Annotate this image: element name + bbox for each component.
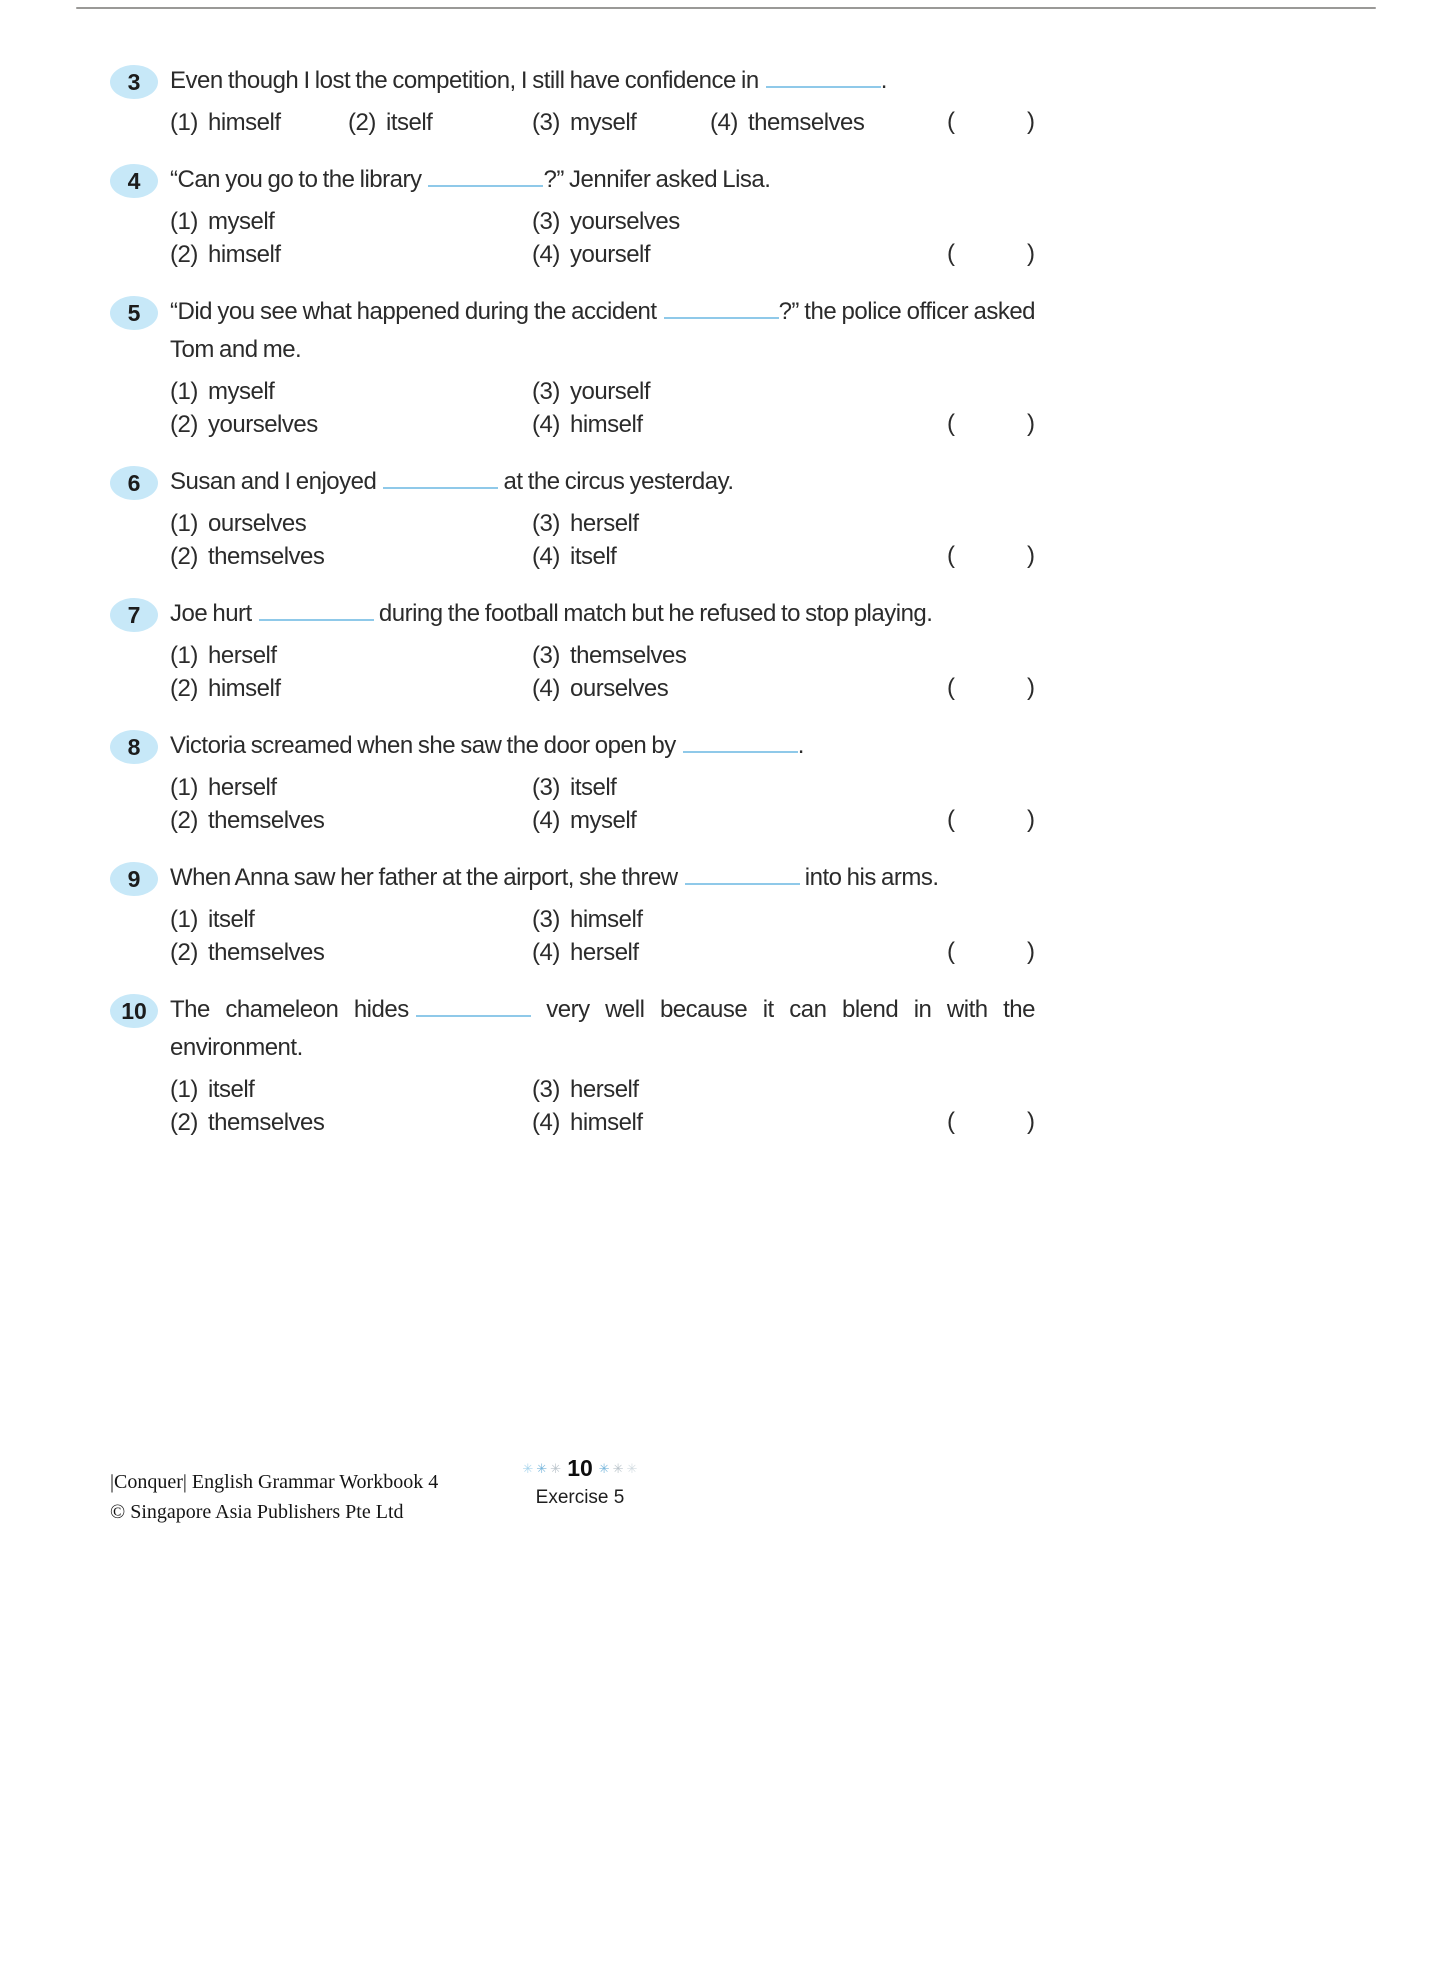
question-body [170, 507, 1035, 573]
question-header [110, 161, 1035, 199]
option-item [532, 106, 710, 139]
option-label: (4) [532, 241, 560, 268]
question-header [110, 62, 1035, 100]
question-text [158, 463, 1035, 501]
option-text: itself [386, 109, 433, 136]
question-number-badge [110, 65, 158, 99]
option-label: (1) [170, 1076, 198, 1103]
question-header [110, 727, 1035, 765]
option-label: (1) [170, 378, 198, 405]
question-number-badge [110, 164, 158, 198]
option-item [170, 375, 532, 408]
option-item [170, 672, 532, 705]
question-text-before: Victoria screamed when she saw the door open by [170, 732, 676, 759]
option-label: (3) [532, 510, 560, 537]
book-title: |Conquer| English Grammar Workbook 4 [110, 1471, 439, 1493]
option-text: himself [570, 906, 643, 933]
option-label: (3) [532, 378, 560, 405]
answer-slot[interactable] [947, 237, 1035, 270]
question-text-after: at the circus yesterday. [498, 468, 734, 495]
options-grid [170, 903, 1035, 969]
option-label: (2) [170, 939, 198, 966]
question-text-before: Joe hurt [170, 600, 252, 627]
option-text: himself [208, 675, 281, 702]
answer-slot[interactable] [947, 935, 1035, 968]
option-text: myself [208, 208, 275, 235]
question-number-badge [110, 598, 158, 632]
answer-slot[interactable] [947, 539, 1035, 572]
option-text: itself [570, 543, 617, 570]
option-label: (2) [170, 807, 198, 834]
question-text-before: The chameleon hides [170, 996, 409, 1023]
bracket-close-char: ) [1027, 674, 1035, 701]
option-item [532, 375, 1035, 408]
star-icon: ✳ [598, 1461, 610, 1476]
option-text: himself [208, 241, 281, 268]
bracket-open-char: ( [947, 938, 955, 965]
option-text: herself [208, 774, 277, 801]
question-number-badge [110, 730, 158, 764]
option-text: himself [208, 109, 281, 136]
option-label: (2) [170, 411, 198, 438]
question-header [110, 463, 1035, 501]
option-text: myself [570, 109, 637, 136]
question-header [110, 991, 1035, 1067]
option-label: (4) [532, 411, 560, 438]
option-item [170, 408, 532, 441]
options-grid [170, 106, 1035, 139]
question-text [158, 727, 1035, 765]
answer-slot[interactable] [947, 1105, 1035, 1138]
scan-edge-line [76, 7, 1376, 9]
answer-blank[interactable] [683, 733, 798, 753]
option-text: herself [208, 642, 277, 669]
options-grid [170, 375, 1035, 441]
option-item [170, 804, 532, 837]
question-item [110, 991, 1035, 1139]
option-text: himself [570, 411, 643, 438]
bracket-open-char: ( [947, 240, 955, 267]
option-item [170, 639, 532, 672]
question-item [110, 293, 1035, 441]
question-body [170, 903, 1035, 969]
question-number: 6 [127, 469, 141, 496]
option-text: yourself [570, 378, 651, 405]
option-item [532, 903, 1035, 936]
option-text: himself [570, 1109, 643, 1136]
question-text-after: during the football match but he refused to stop playing. [373, 600, 933, 627]
question-body [170, 106, 1035, 139]
answer-blank[interactable] [259, 601, 374, 621]
star-icon: ✳ [536, 1461, 548, 1476]
bracket-close-char: ) [1027, 410, 1035, 437]
answer-slot[interactable] [947, 803, 1035, 836]
question-item [110, 62, 1035, 139]
option-item [170, 507, 532, 540]
option-item [170, 903, 532, 936]
option-label: (1) [170, 906, 198, 933]
options-grid [170, 639, 1035, 705]
bracket-close-char: ) [1027, 542, 1035, 569]
bracket-open-char: ( [947, 410, 955, 437]
question-body [170, 1073, 1035, 1139]
question-number-badge [110, 994, 158, 1028]
answer-slot[interactable] [947, 105, 1035, 138]
question-body [170, 205, 1035, 271]
option-item [170, 106, 348, 139]
question-number: 4 [127, 167, 141, 194]
option-label: (4) [532, 939, 560, 966]
option-label: (1) [170, 510, 198, 537]
question-text [158, 293, 1035, 369]
question-item [110, 859, 1035, 969]
option-item [170, 771, 532, 804]
question-text-before: Susan and I enjoyed [170, 468, 377, 495]
answer-blank[interactable] [428, 167, 543, 187]
answer-slot[interactable] [947, 407, 1035, 440]
question-body [170, 771, 1035, 837]
option-item [532, 1073, 1035, 1106]
options-grid [170, 1073, 1035, 1139]
question-item [110, 161, 1035, 271]
option-label: (4) [532, 1109, 560, 1136]
option-text: myself [570, 807, 637, 834]
star-icon: ✳ [522, 1461, 534, 1476]
questions-list [110, 62, 1035, 1161]
option-label: (1) [170, 774, 198, 801]
option-item [170, 540, 532, 573]
option-label: (3) [532, 906, 560, 933]
bracket-open-char: ( [947, 806, 955, 833]
option-text: itself [208, 906, 255, 933]
option-label: (1) [170, 208, 198, 235]
question-text-before: Even though I lost the competition, I still have confidence in [170, 67, 759, 94]
question-number: 9 [127, 865, 141, 892]
publisher-info [110, 1467, 438, 1527]
option-item [532, 771, 1035, 804]
page-number-block [455, 1455, 705, 1509]
option-label: (2) [170, 241, 198, 268]
answer-blank[interactable] [664, 299, 779, 319]
question-number: 3 [127, 68, 141, 95]
option-item [348, 106, 532, 139]
question-text-before: “Can you go to the library [170, 166, 422, 193]
question-text [158, 161, 1035, 199]
option-text: themselves [570, 642, 687, 669]
question-text-after: ?” Jennifer asked Lisa. [543, 166, 771, 193]
question-item [110, 463, 1035, 573]
option-text: herself [570, 510, 639, 537]
question-text [158, 991, 1035, 1067]
option-text: themselves [208, 939, 325, 966]
question-number-badge [110, 466, 158, 500]
option-label: (3) [532, 1076, 560, 1103]
option-text: myself [208, 378, 275, 405]
answer-slot[interactable] [947, 671, 1035, 704]
question-text [158, 595, 1035, 633]
option-label: (3) [532, 208, 560, 235]
option-item [532, 205, 1035, 238]
option-label: (1) [170, 642, 198, 669]
option-text: themselves [208, 1109, 325, 1136]
answer-blank[interactable] [416, 997, 531, 1017]
option-label: (3) [532, 642, 560, 669]
question-number-badge [110, 296, 158, 330]
answer-blank[interactable] [685, 865, 800, 885]
question-text-after: very well because it can blend in with the environment. [170, 996, 1035, 1061]
question-header [110, 859, 1035, 897]
question-item [110, 727, 1035, 837]
option-label: (2) [170, 675, 198, 702]
question-text [158, 859, 1035, 897]
question-body [170, 639, 1035, 705]
option-text: itself [570, 774, 617, 801]
option-item [170, 205, 532, 238]
question-text-after: ?” the police officer asked Tom and me. [170, 298, 1036, 363]
question-number: 10 [121, 997, 147, 1024]
option-label: (3) [532, 774, 560, 801]
option-label: (2) [170, 543, 198, 570]
option-label: (4) [532, 675, 560, 702]
option-label: (4) [532, 807, 560, 834]
option-text: herself [570, 939, 639, 966]
option-label: (2) [170, 1109, 198, 1136]
bracket-open-char: ( [947, 542, 955, 569]
page-number: 10 [567, 1455, 593, 1481]
copyright: © Singapore Asia Publishers Pte Ltd [110, 1501, 404, 1523]
option-text: herself [570, 1076, 639, 1103]
option-item [170, 1106, 532, 1139]
option-item [170, 1073, 532, 1106]
question-header [110, 293, 1035, 369]
options-grid [170, 771, 1035, 837]
question-text [158, 62, 1035, 100]
question-number-badge [110, 862, 158, 896]
question-text-after: . [880, 67, 887, 94]
question-text-before: When Anna saw her father at the airport, she threw [170, 864, 678, 891]
question-item [110, 595, 1035, 705]
question-text-after: into his arms. [799, 864, 939, 891]
option-text: themselves [748, 109, 865, 136]
bracket-close-char: ) [1027, 938, 1035, 965]
question-text-before: “Did you see what happened during the accident [170, 298, 657, 325]
bracket-close-char: ) [1027, 806, 1035, 833]
option-item [532, 639, 1035, 672]
option-label: (1) [170, 109, 198, 136]
option-item [532, 507, 1035, 540]
option-text: yourself [570, 241, 651, 268]
option-label: (4) [532, 543, 560, 570]
page-number-row [455, 1455, 705, 1482]
option-text: ourselves [570, 675, 669, 702]
bracket-open-char: ( [947, 108, 955, 135]
stars-right [599, 1462, 638, 1475]
bracket-close-char: ) [1027, 1108, 1035, 1135]
exercise-label: Exercise 5 [535, 1487, 625, 1508]
stars-left [522, 1462, 561, 1475]
option-label: (2) [348, 109, 376, 136]
question-text-after: . [797, 732, 804, 759]
options-grid [170, 507, 1035, 573]
option-item [170, 238, 532, 271]
bracket-open-char: ( [947, 1108, 955, 1135]
star-icon: ✳ [626, 1461, 638, 1476]
answer-blank[interactable] [383, 469, 498, 489]
question-number: 5 [127, 299, 141, 326]
option-label: (4) [710, 109, 738, 136]
bracket-close-char: ) [1027, 240, 1035, 267]
option-item [170, 936, 532, 969]
question-body [170, 375, 1035, 441]
answer-blank[interactable] [766, 68, 881, 88]
bracket-open-char: ( [947, 674, 955, 701]
question-header [110, 595, 1035, 633]
question-number: 8 [127, 733, 141, 760]
bracket-close-char: ) [1027, 108, 1035, 135]
option-text: ourselves [208, 510, 307, 537]
option-label: (3) [532, 109, 560, 136]
star-icon: ✳ [550, 1461, 562, 1476]
option-text: yourselves [208, 411, 318, 438]
star-icon: ✳ [612, 1461, 624, 1476]
options-grid [170, 205, 1035, 271]
option-text: themselves [208, 543, 325, 570]
option-text: themselves [208, 807, 325, 834]
question-number: 7 [127, 601, 141, 628]
option-text: itself [208, 1076, 255, 1103]
option-text: yourselves [570, 208, 680, 235]
